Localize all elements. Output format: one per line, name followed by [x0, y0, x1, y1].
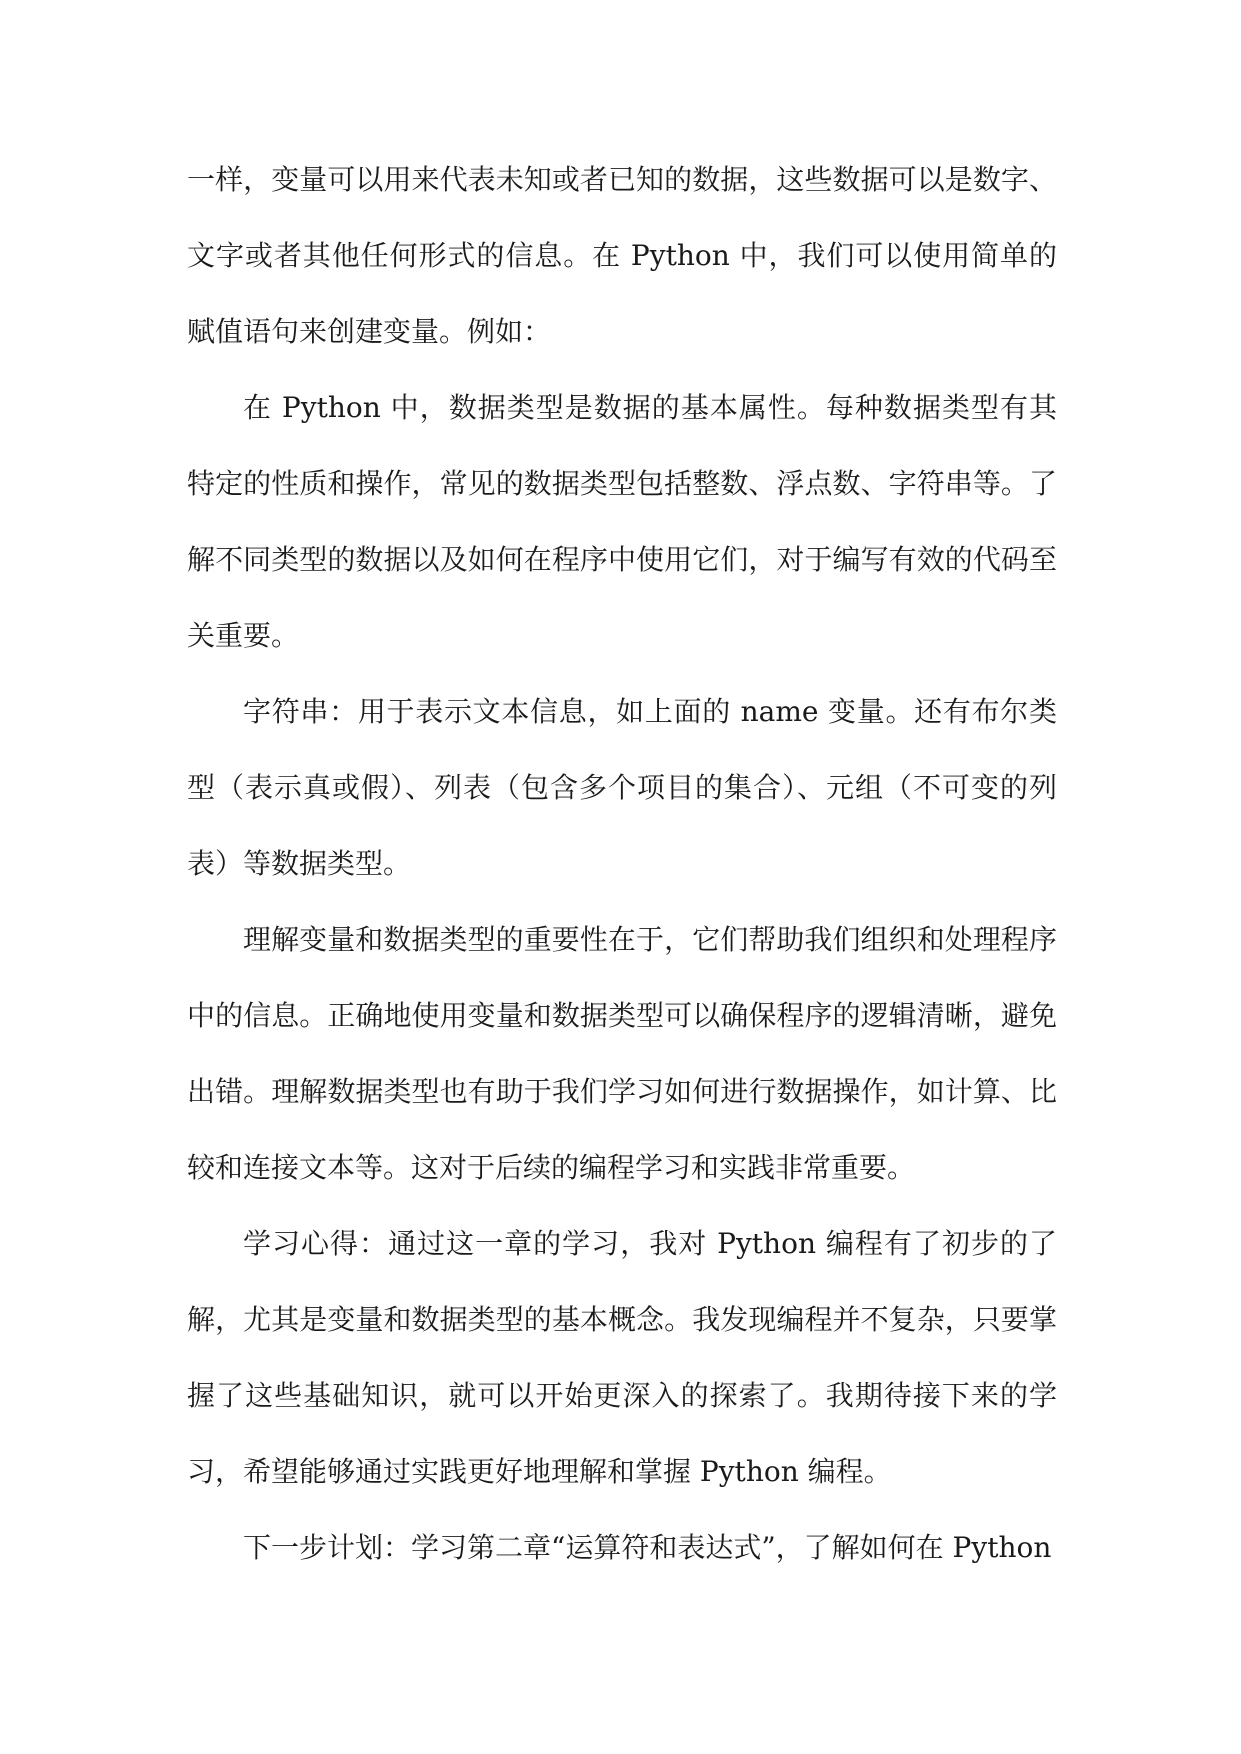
paragraph-3: 字符串：用于表示文本信息，如上面的 name 变量。还有布尔类型（表示真或假）、列表（包含多个项目的集合）、元组（不可变的列表）等数据类型。 [187, 695, 1057, 880]
paragraph-6: 下一步计划：学习第二章“运算符和表达式”，了解如何在 Python [243, 1531, 1052, 1564]
paragraph-2: 在 Python 中，数据类型是数据的基本属性。每种数据类型有其特定的性质和操作，常见的数据类型包括整数、浮点数、字符串等。了解不同类型的数据以及如何在程序中使用它们，对于编写有效的代码至关重要。 [187, 391, 1057, 652]
paragraph-5: 学习心得：通过这一章的学习，我对 Python 编程有了初步的了解，尤其是变量和数据类型的基本概念。我发现编程并不复杂，只要掌握了这些基础知识，就可以开始更深入的探索了。我期待接下来的学习，希望能够通过实践更好地理解和掌握 Python 编程。 [187, 1227, 1057, 1488]
paragraph-4: 理解变量和数据类型的重要性在于，它们帮助我们组织和处理程序中的信息。正确地使用变量和数据类型可以确保程序的逻辑清晰，避免出错。理解数据类型也有助于我们学习如何进行数据操作，如计算、比较和连接文本等。这对于后续的编程学习和实践非常重要。 [187, 923, 1057, 1184]
body-text [187, 142, 1057, 1586]
paragraph-1: 一样，变量可以用来代表未知或者已知的数据，这些数据可以是数字、文字或者其他任何形式的信息。在 Python 中，我们可以使用简单的赋值语句来创建变量。例如： [187, 163, 1057, 348]
